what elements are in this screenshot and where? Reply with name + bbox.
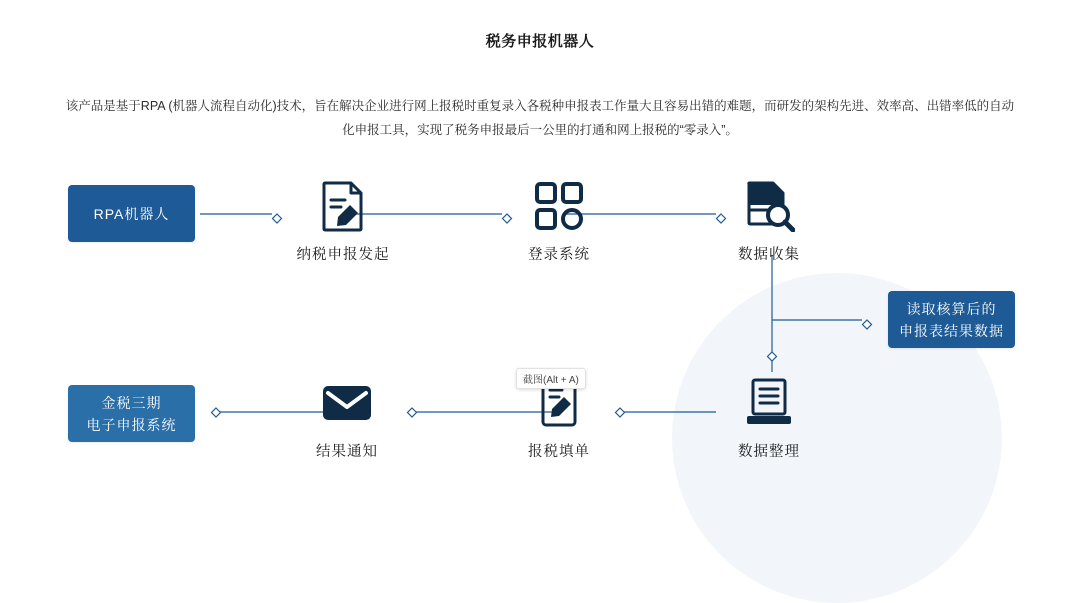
node-result-notification[interactable] bbox=[272, 372, 422, 461]
grid-squares-icon bbox=[484, 175, 634, 237]
page-title: 税务申报机器人 bbox=[485, 33, 595, 50]
document-search-icon bbox=[694, 175, 844, 237]
node-golden-tax-line1: 金税三期 bbox=[101, 394, 162, 411]
node-tax-form-filling-label: 报税填单 bbox=[528, 444, 590, 460]
node-login-system[interactable] bbox=[484, 175, 634, 264]
screenshot-shortcut-tooltip: 截图(Alt + A) bbox=[516, 368, 586, 389]
intro-paragraph: 该产品是基于RPA (机器人流程自动化)技术，旨在解决企业进行网上报税时重复录入各税种申报表工作量大且容易出错的难题，而研发的架构先进、效率高、出错率低的自动化申报工具，实现了税务申报最后一公里的打通和网上报税的“零录入”。 bbox=[65, 99, 1015, 137]
node-result-notification-label: 结果通知 bbox=[316, 444, 378, 460]
node-rpa-robot-label: RPA机器人 bbox=[93, 205, 170, 222]
document-edit-icon bbox=[268, 175, 418, 237]
node-data-collection[interactable] bbox=[694, 175, 844, 264]
node-result-data[interactable] bbox=[888, 291, 1015, 348]
node-tax-declaration-initiate[interactable] bbox=[268, 175, 418, 264]
node-golden-tax-system[interactable] bbox=[68, 385, 195, 442]
printer-document-icon bbox=[694, 372, 844, 434]
node-result-line2: 申报表结果数据 bbox=[899, 322, 1004, 339]
node-data-collection-label: 数据收集 bbox=[738, 247, 800, 263]
node-data-organize[interactable] bbox=[694, 372, 844, 461]
node-result-line1: 读取核算后的 bbox=[906, 300, 997, 317]
node-rpa-robot[interactable] bbox=[68, 185, 195, 242]
node-golden-tax-line2: 电子申报系统 bbox=[86, 416, 177, 433]
mail-envelope-icon bbox=[272, 372, 422, 434]
node-data-organize-label: 数据整理 bbox=[738, 444, 800, 460]
node-login-system-label: 登录系统 bbox=[528, 247, 590, 263]
node-tax-declaration-initiate-label: 纳税申报发起 bbox=[296, 247, 390, 263]
